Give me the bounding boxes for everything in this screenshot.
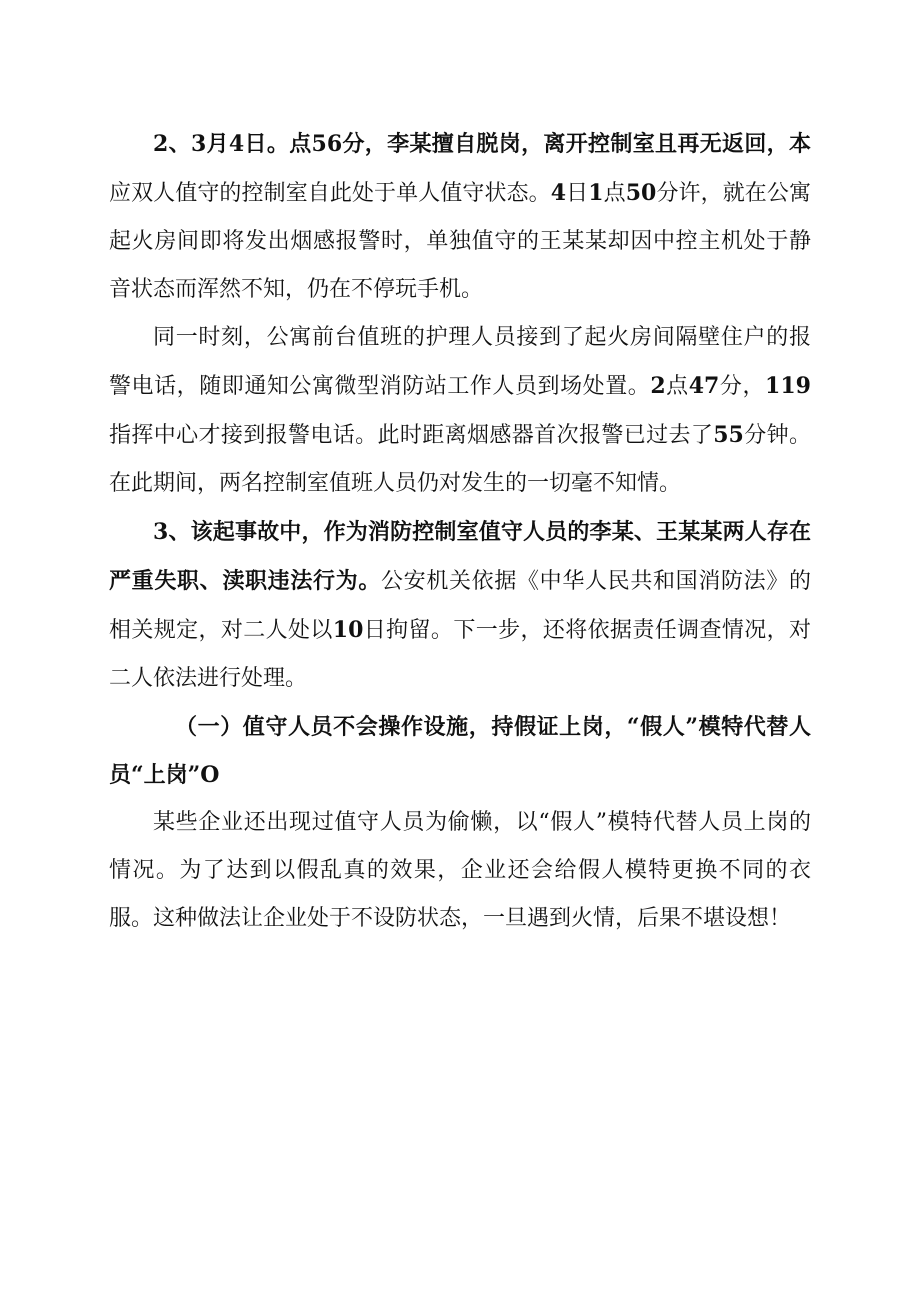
paragraph-incident-timeline <box>109 120 811 314</box>
text-segment: 分钟。在此期间，两名控制室值班人员仍对发生的一切毫不知情。 <box>109 423 811 496</box>
text-segment: 119 <box>765 373 811 399</box>
text-segment: 公安机关依据《中华人民共和国消防法》的相关规定，对二人处以 <box>109 569 811 643</box>
text-segment: 某些企业还出现过值守人员为偷懒，以“假人”模特代替人员上岗的情况。为了达到以假乱真的效果，企业还会给假人模特更换不同的衣服。这种做法让企业处于不设防状态，一旦遇到火情，后果不堪设想！ <box>109 810 811 931</box>
heading-text: （一）值守人员不会操作设施，持假证上岗，“假人”模特代替人员“上岗”O <box>109 714 811 788</box>
section-heading <box>109 703 811 799</box>
text-segment: 点 <box>603 181 626 206</box>
text-segment: 55 <box>713 422 744 448</box>
text-segment: 分许，就在公寓起火房间即将发出烟感报警时，单独值守的王某某却因中控主机处于静音状态而浑然不知，仍在不停玩手机。 <box>109 181 811 302</box>
text-segment: 10 <box>332 617 364 643</box>
paragraph-alarm-response <box>109 314 811 508</box>
text-segment: 点 <box>665 374 689 399</box>
text-segment: 3、该起事故中，作为消防控制室值守人员的李某、王某某两人存在严重失职、渎职违法行为。 <box>109 519 811 594</box>
text-segment: 同一时刻，公寓前台值班的护理人员接到了起火房间隔壁住户的报警电话，随即通知公寓微型消防站工作人员到场处置。 <box>109 325 811 399</box>
text-segment: 应双人值守的控制室自此处于单人值守状态。 <box>109 181 551 206</box>
text-segment: 50 <box>625 180 657 206</box>
text-segment: 分， <box>719 374 766 399</box>
text-segment: 2 <box>650 373 666 399</box>
paragraph-mannequin <box>109 799 811 943</box>
text-segment: 47 <box>688 373 720 399</box>
text-segment: 4 <box>550 180 567 206</box>
text-segment: 指挥中心才接到报警电话。此时距离烟感器首次报警已过去了 <box>109 423 714 448</box>
document-body <box>109 120 811 943</box>
text-segment: 1 <box>588 180 604 206</box>
text-segment: 日拘留。下一步，还将依据责任调查情况，对二人依法进行处理。 <box>109 618 811 691</box>
text-segment: 日 <box>566 181 589 206</box>
paragraph-penalty <box>109 508 811 703</box>
text-segment: 2、3月4日。点56分，李某擅自脱岗，离开控制室且再无返回，本 <box>153 131 811 157</box>
